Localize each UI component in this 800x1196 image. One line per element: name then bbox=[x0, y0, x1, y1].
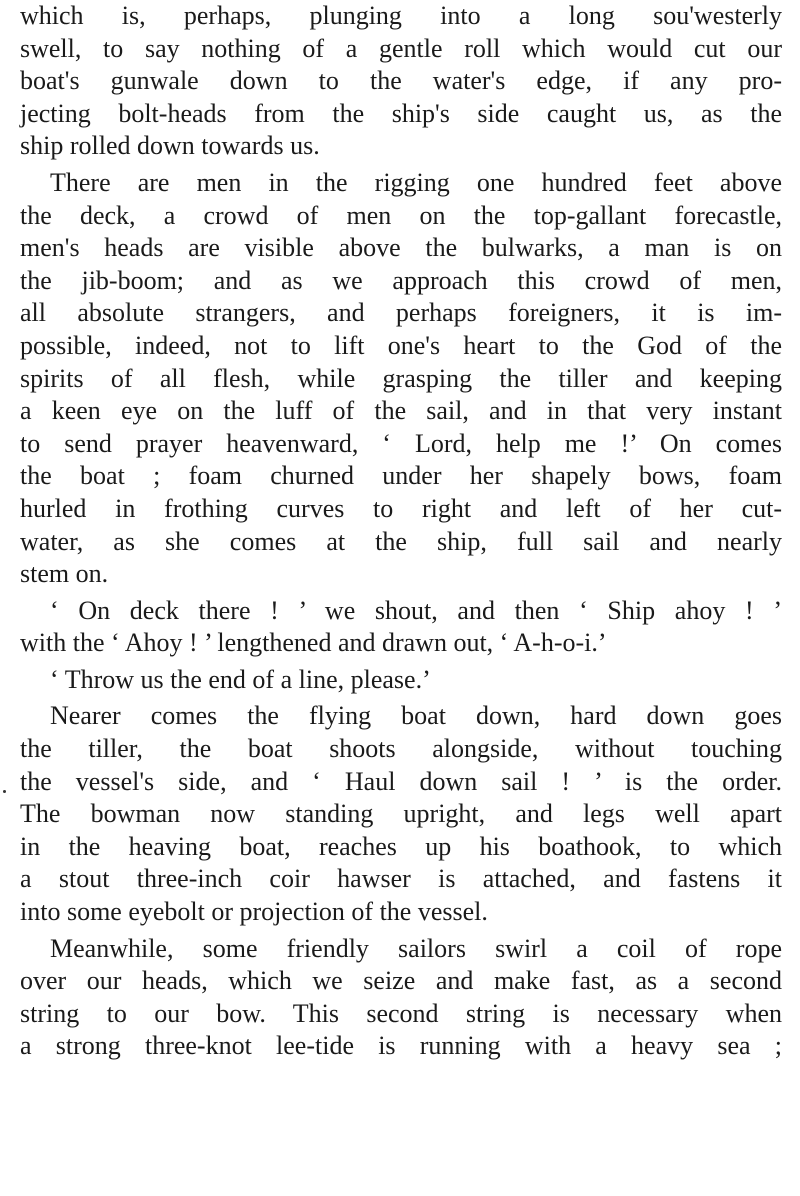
text-line: the tiller, the boat shoots alongside, without touching bbox=[20, 734, 782, 764]
text-line: the vessel's side, and ‘ Haul down sail ! ’ is the order. bbox=[20, 766, 782, 796]
text-line: water, as she comes at the ship, full sail and nearly bbox=[20, 526, 782, 556]
text-line: which is, perhaps, plunging into a long sou'westerly bbox=[20, 1, 782, 30]
page-text-body bbox=[20, 0, 782, 1063]
text-line: over our heads, which we seize and make fast, as a second bbox=[20, 966, 782, 996]
text-line: Nearer comes the flying boat down, hard down goes bbox=[50, 701, 782, 731]
text-line: ship rolled down towards us. bbox=[20, 131, 320, 161]
text-line: string to our bow. This second string is necessary when bbox=[20, 998, 782, 1028]
paragraph bbox=[20, 167, 782, 591]
text-line: spirits of all flesh, while grasping the tiller and keeping bbox=[20, 363, 782, 393]
text-line: possible, indeed, not to lift one's heart to the God of the bbox=[20, 330, 782, 360]
paragraph bbox=[20, 664, 782, 697]
text-line: a keen eye on the luff of the sail, and in that very instant bbox=[20, 396, 782, 426]
paragraph bbox=[20, 595, 782, 660]
text-line: swell, to say nothing of a gentle roll which would cut our bbox=[20, 33, 782, 63]
text-line: the boat ; foam churned under her shapely bows, foam bbox=[20, 461, 782, 491]
paragraph bbox=[20, 700, 782, 928]
text-line: jecting bolt-heads from the ship's side caught us, as the bbox=[20, 98, 782, 128]
text-line: men's heads are visible above the bulwarks, a man is on bbox=[20, 233, 782, 263]
book-page bbox=[20, 0, 782, 1063]
text-line: There are men in the rigging one hundred feet above bbox=[50, 167, 782, 197]
paragraph bbox=[20, 933, 782, 1063]
text-line: ‘ Throw us the end of a line, please.’ bbox=[50, 664, 431, 694]
text-line: boat's gunwale down to the water's edge, if any pro- bbox=[20, 66, 782, 96]
margin-ink-mark bbox=[3, 790, 6, 793]
text-line: with the ‘ Ahoy ! ’ lengthened and drawn out, ‘ A-h-o-i.’ bbox=[20, 628, 607, 658]
text-line: The bowman now standing upright, and legs well apart bbox=[20, 799, 782, 829]
text-line: a strong three-knot lee-tide is running with a heavy sea ; bbox=[20, 1031, 782, 1061]
text-line: hurled in frothing curves to right and left of her cut- bbox=[20, 493, 782, 523]
text-line: to send prayer heavenward, ‘ Lord, help me !’ On comes bbox=[20, 428, 782, 458]
text-line: into some eyebolt or projection of the vessel. bbox=[20, 897, 488, 927]
text-line: stem on. bbox=[20, 559, 109, 589]
text-line: all absolute strangers, and perhaps foreigners, it is im- bbox=[20, 298, 782, 328]
paragraph bbox=[20, 0, 782, 163]
text-line: in the heaving boat, reaches up his boathook, to which bbox=[20, 831, 782, 861]
text-line: a stout three-inch coir hawser is attached, and fastens it bbox=[20, 864, 782, 894]
text-line: the deck, a crowd of men on the top-gallant forecastle, bbox=[20, 200, 782, 230]
text-line: the jib-boom; and as we approach this crowd of men, bbox=[20, 265, 782, 295]
text-line: Meanwhile, some friendly sailors swirl a coil of rope bbox=[50, 933, 782, 963]
text-line: ‘ On deck there ! ’ we shout, and then ‘ Ship ahoy ! ’ bbox=[50, 595, 782, 625]
